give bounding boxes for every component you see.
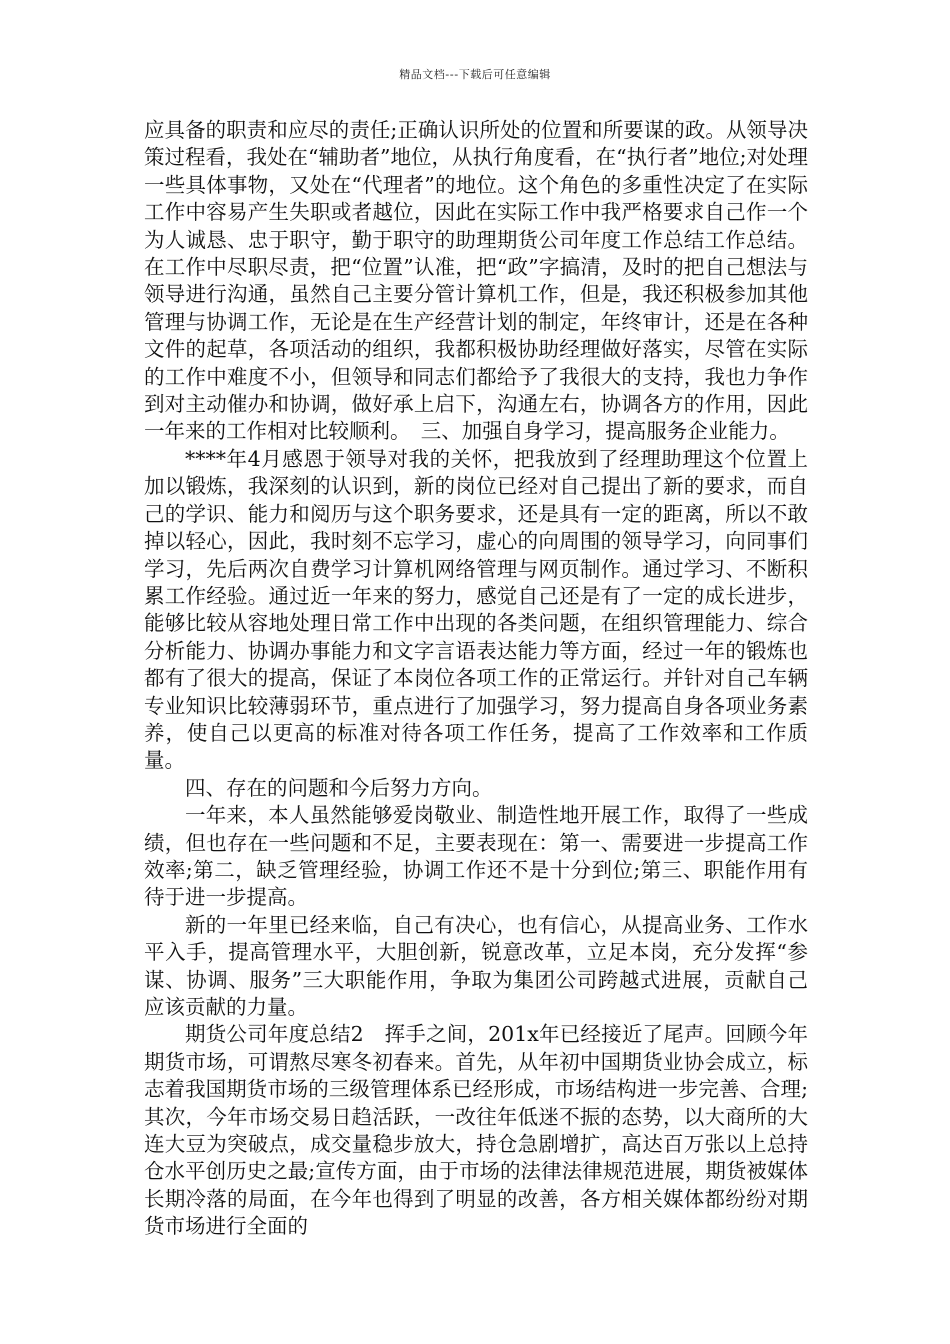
page-header: 精品文档---下载后可任意编辑 bbox=[399, 68, 551, 81]
document-body bbox=[144, 117, 808, 1241]
paragraph-self-study: ****年4月感恩于领导对我的关怀，把我放到了经理助理这个位置上加以锻炼，我深刻的认识到，新的岗位已经对自己提出了新的要求，而自己的学识、能力和阅历与这个职务要求，还是具有一定的距离，所以不敢掉以轻心，因此，我时刻不忘学习，虚心的向周围的领导学习，向同事们学习，先后两次自费学习计算机网络管理与网页制作。通过学习、不断积累工作经验。通过近一年来的努力，感觉自己还是有了一定的成长进步，能够比较从容地处理日常工作中出现的各类问题，在组织管理能力、综合分析能力、协调办事能力和文字言语表达能力等方面，经过一年的锻炼也都有了很大的提高，保证了本岗位各项工作的正常运行。并针对自己车辆专业知识比较薄弱环节，重点进行了加强学习，努力提高自身各项业务素养，使自己以更高的标准对待各项工作任务，提高了工作效率和工作质量。 bbox=[144, 446, 808, 773]
paragraph-shortcomings: 一年来，本人虽然能够爱岗敬业、制造性地开展工作，取得了一些成绩，但也存在一些问题和不足，主要表现在：第一、需要进一步提高工作效率;第二，缺乏管理经验，协调工作还不是十分到位;第三、职能作用有待于进一步提高。 bbox=[144, 803, 808, 910]
paragraph-summary-2: 期货公司年度总结2 挥手之间，201x年已经接近了尾声。回顾今年期货市场，可谓熬尽寒冬初春来。首先，从年初中国期货业协会成立，标志着我国期货市场的三级管理体系已经形成，市场结构进一步完善、合理;其次，今年市场交易日趋活跃，一改往年低迷不振的态势，以大商所的大连大豆为突破点，成交量稳步放大，持仓急剧增扩，高达百万张以上总持仓水平创历史之最;宣传方面，由于市场的法律法律规范进展，期货被媒体长期冷落的局面，在今年也得到了明显的改善，各方相关媒体都纷纷对期货市场进行全面的 bbox=[144, 1022, 808, 1239]
paragraph-new-year: 新的一年里已经来临，自己有决心，也有信心，从提高业务、工作水平入手，提高管理水平，大胆创新，锐意改革，立足本岗，充分发挥“参谋、协调、服务”三大职能作用，争取为集团公司跨越式进展，贡献自己应该贡献的力量。 bbox=[144, 912, 808, 1019]
section-heading-problems: 四、存在的问题和今后努力方向。 bbox=[185, 775, 493, 800]
paragraph-continuation: 应具备的职责和应尽的责任;正确认识所处的位置和所要谋的政。从领导决策过程看，我处在“辅助者”地位，从执行角度看，在“执行者”地位;对处理一些具体事物，又处在“代理者”的地位。这个角色的多重性决定了在实际工作中容易产生失职或者越位，因此在实际工作中我严格要求自己作一个为人诚恳、忠于职守，勤于职守的助理期货公司年度工作总结工作总结。在工作中尽职尽责，把“位置”认准，把“政”字搞清，及时的把自己想法与领导进行沟通，虽然自己主要分管计算机工作，但是，我还积极参加其他管理与协调工作，无论是在生产经营计划的制定，年终审计，还是在各种文件的起草，各项活动的组织，我都积极协助经理做好落实，尽管在实际的工作中难度不小，但领导和同志们都给予了我很大的支持，我也力争作到对主动催办和协调，做好承上启下，沟通左右，协调各方的作用，因此一年来的工作相对比较顺利。 三、加强自身学习，提高服务企业能力。 bbox=[144, 118, 808, 444]
